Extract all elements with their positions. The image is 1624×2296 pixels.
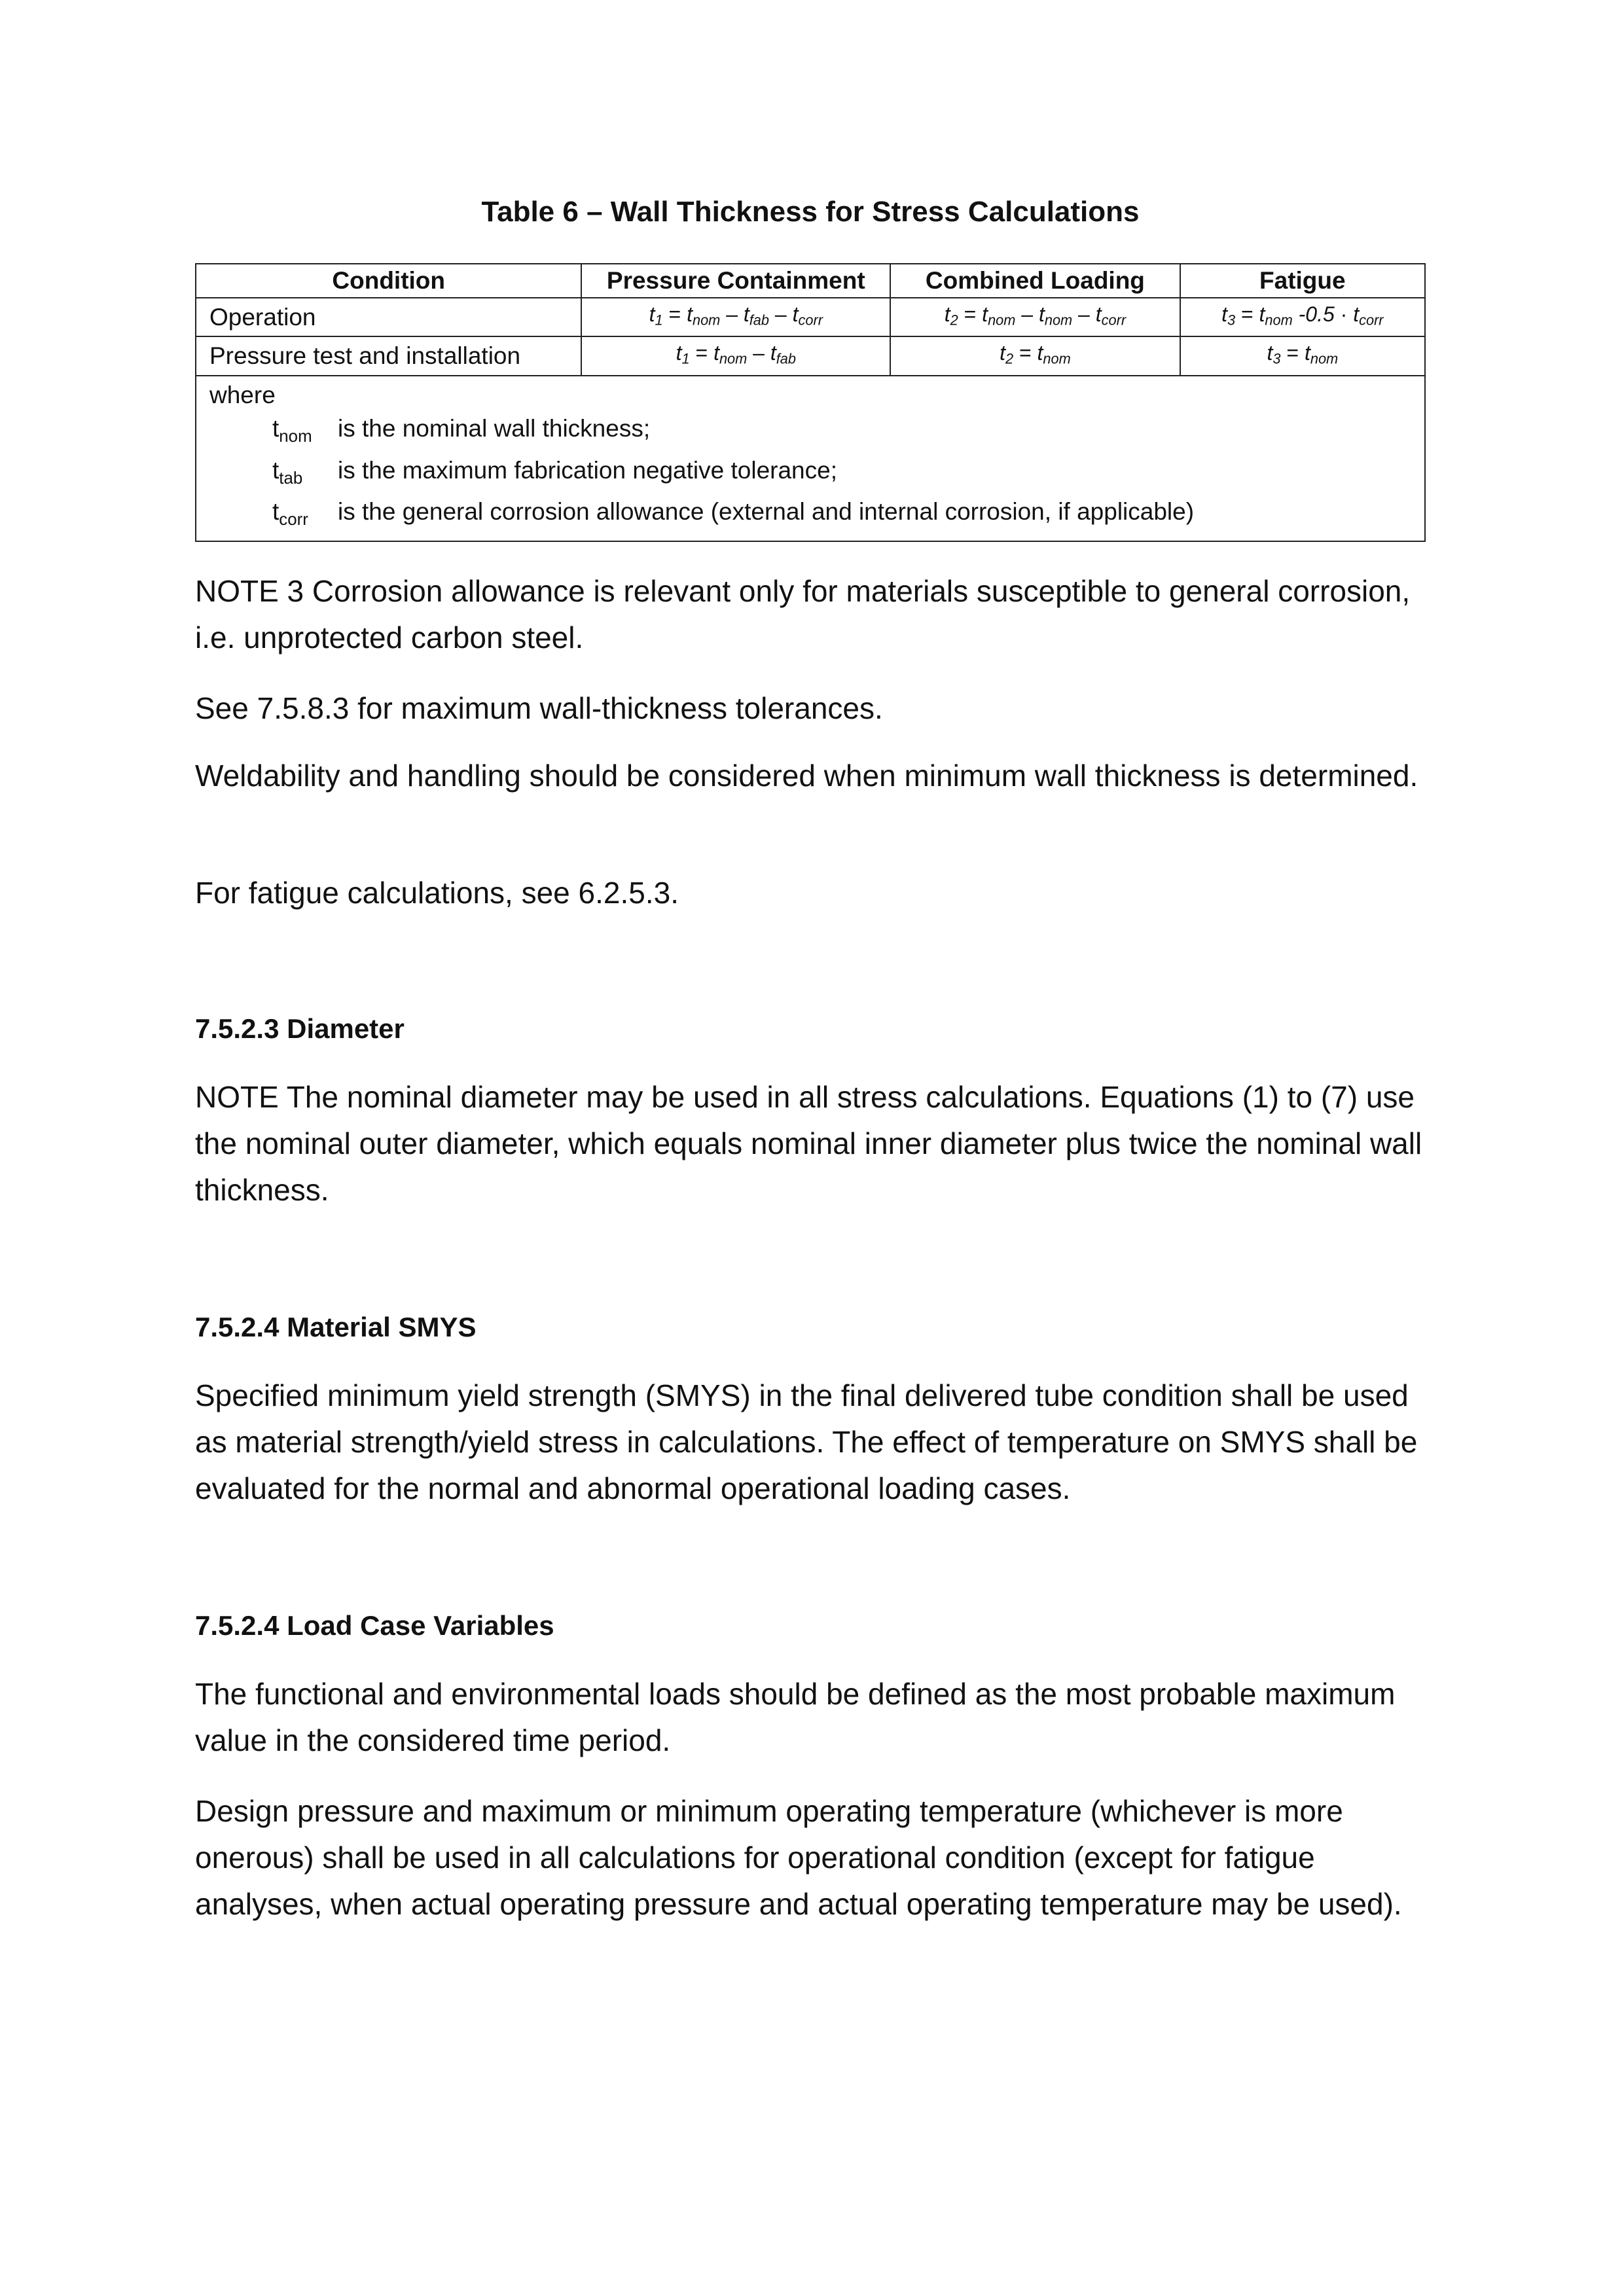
formula-symbol: $t_{nom}$ [1304, 341, 1339, 367]
header-combined-loading: Combined Loading [890, 264, 1180, 298]
smys-paragraph: Specified minimum yield strength (SMYS) in the final delivered tube condition shall be used as material strength/yield stress in calculations. The effect of temperature on SMYS shall be evaluated for the normal and abnormal operational loading cases. [195, 1378, 1418, 1505]
cell-condition: Operation [196, 298, 581, 336]
formula-symbol: $t_{corr}$ [1095, 302, 1127, 329]
cell-pressure-containment: $t_1 = t_{nom} - t_{fab}$ [581, 336, 890, 375]
cell-condition: Pressure test and installation [196, 336, 581, 375]
symbol-subscript: nom [279, 427, 312, 446]
definition-item [209, 412, 1411, 454]
cell-pressure-containment: $t_1 = t_{nom} - t_{fab} - t_{corr}$ [581, 298, 890, 336]
formula-symbol: $t_{nom}$ [687, 302, 721, 329]
formula-symbol: $t_{nom}$ [982, 302, 1016, 329]
symbol-base: t [272, 456, 280, 484]
formula-symbol: $t_{nom}$ [1259, 302, 1293, 329]
wall-thickness-table [195, 263, 1426, 542]
section-heading-load-case-variables: 7.5.2.4 Load Case Variables [195, 1610, 554, 1641]
formula-symbol: $t_{corr}$ [792, 302, 823, 329]
definition-item [209, 495, 1411, 537]
fatigue-reference-paragraph: For fatigue calculations, see 6.2.5.3. [195, 876, 679, 910]
table-where-row [196, 376, 1425, 541]
weldability-paragraph: Weldability and handling should be considered when minimum wall thickness is determined. [195, 759, 1418, 793]
formula-symbol: $t_2$ [944, 302, 958, 329]
note-3-paragraph: NOTE 3 Corrosion allowance is relevant only for materials susceptible to general corrosion, i.e. unprotected carbon steel. [195, 574, 1411, 655]
symbol-base: t [272, 498, 280, 526]
cell-combined-loading: $t_2 = t_{nom} - t_{nom} - t_{corr}$ [890, 298, 1180, 336]
symbol-subscript: corr [279, 511, 308, 529]
section-heading-material-smys: 7.5.2.4 Material SMYS [195, 1312, 477, 1342]
definition-item [209, 454, 1411, 495]
definition-text: is the maximum fabrication negative tolerance; [338, 456, 837, 484]
where-label: where [209, 381, 276, 408]
formula-symbol: $t_{fab}$ [770, 341, 796, 367]
header-fatigue: Fatigue [1180, 264, 1425, 298]
table-title: Table 6 – Wall Thickness for Stress Calculations [481, 196, 1140, 228]
formula-symbol: $t_3$ [1221, 302, 1236, 329]
formula-symbol: $t_3$ [1267, 341, 1281, 367]
diameter-note-paragraph: NOTE The nominal diameter may be used in all stress calculations. Equations (1) to (7) use the nominal outer diameter, which equals nominal inner diameter plus twice the nominal wall thickness. [195, 1080, 1422, 1207]
definition-symbol [272, 412, 338, 454]
formula-symbol: $t_{fab}$ [743, 302, 770, 329]
design-pressure-paragraph: Design pressure and maximum or minimum operating temperature (whichever is more onerous) shall be used in all calculations for operational condition (except for fatigue analyses, when actual operating pressure and actual operating temperature may be used). [195, 1794, 1402, 1921]
table-header-row [196, 264, 1425, 298]
definition-symbol [272, 454, 338, 495]
where-cell [196, 376, 1425, 541]
loads-paragraph: The functional and environmental loads should be defined as the most probable maximum value in the considered time period. [195, 1677, 1396, 1757]
formula-number: -0.5 [1298, 302, 1335, 326]
cell-fatigue: $t_3 = t_{nom}$ $-0.5 \cdot t_{corr}$ [1180, 298, 1425, 336]
formula-symbol: $t_{corr}$ [1353, 302, 1384, 329]
header-pressure-containment: Pressure Containment [581, 264, 890, 298]
symbol-subscript: tab [279, 469, 303, 488]
cell-fatigue: $t_3 = t_{nom}$ [1180, 336, 1425, 375]
formula-symbol: $t_{nom}$ [1037, 341, 1071, 367]
formula-symbol: $t_{nom}$ [713, 341, 748, 367]
symbol-base: t [272, 414, 280, 442]
definition-text: is the nominal wall thickness; [338, 414, 651, 442]
header-condition: Condition [196, 264, 581, 298]
formula-symbol: $t_2$ [1000, 341, 1014, 367]
tolerance-reference-paragraph: See 7.5.8.3 for maximum wall-thickness tolerances. [195, 691, 883, 725]
formula-symbol: $t_{nom}$ [1038, 302, 1073, 329]
table-row [196, 336, 1425, 375]
cell-combined-loading: $t_2 = t_{nom}$ [890, 336, 1180, 375]
formula-symbol: $t_1$ [649, 302, 663, 329]
definition-symbol [272, 495, 338, 537]
definition-text: is the general corrosion allowance (external and internal corrosion, if applicable) [338, 498, 1195, 526]
formula-symbol: $t_1$ [676, 341, 690, 367]
section-heading-diameter: 7.5.2.3 Diameter [195, 1013, 405, 1044]
table-row [196, 298, 1425, 336]
